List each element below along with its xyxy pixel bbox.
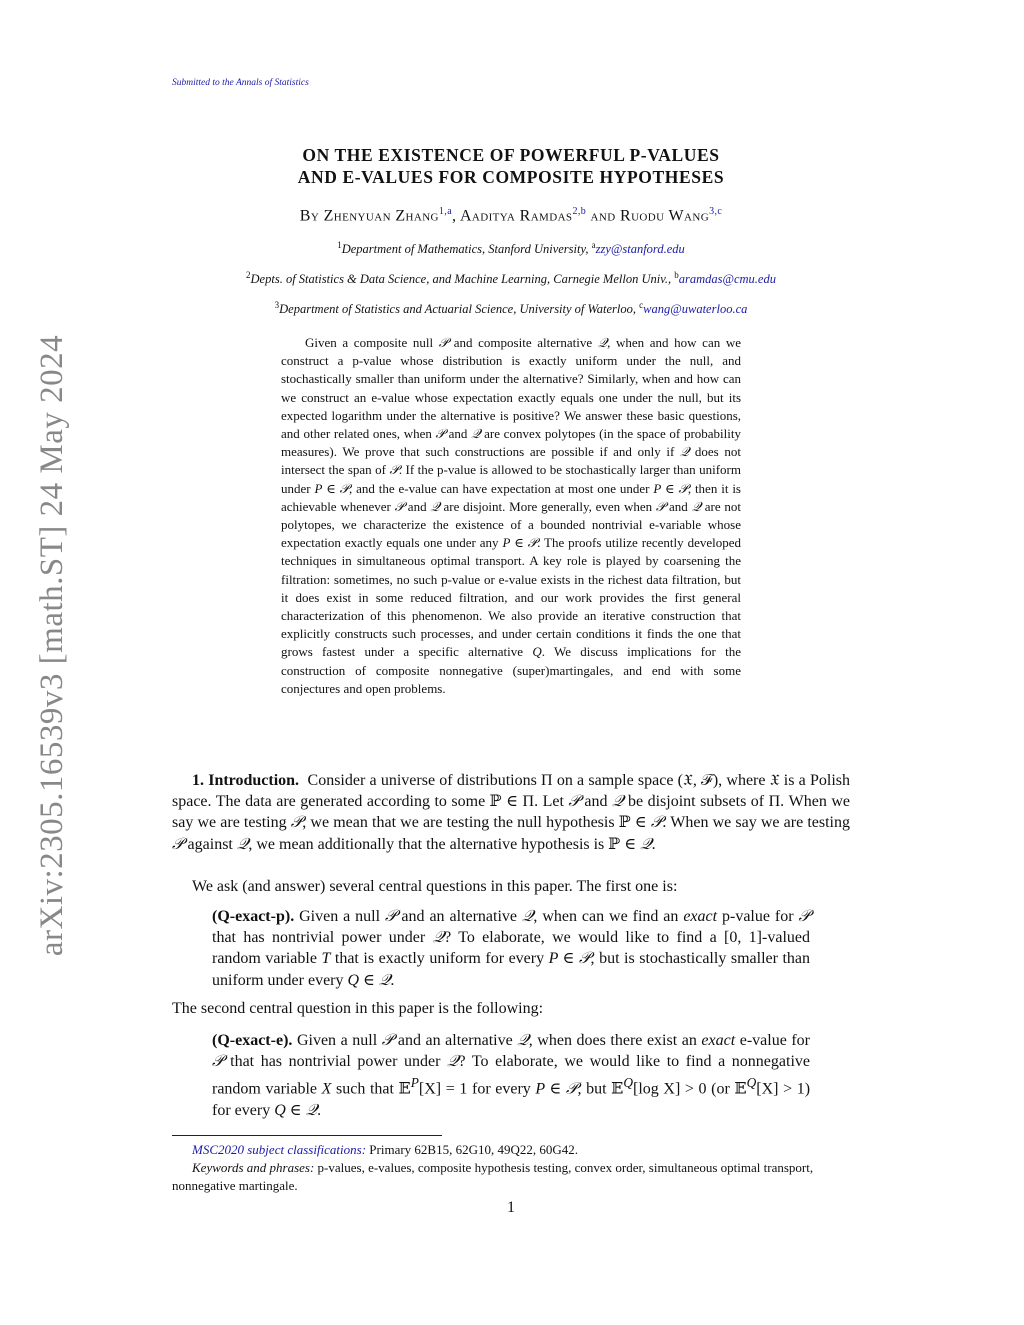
submitted-header[interactable]: Submitted to the Annals of Statistics bbox=[172, 78, 309, 88]
arxiv-sidebar-stamp bbox=[34, 330, 71, 960]
footnote-msc bbox=[172, 1141, 850, 1159]
footnote-keywords bbox=[172, 1159, 850, 1195]
affiliation-text: Depts. of Statistics & Data Science, and Machine Learning, Carnegie Mellon Univ., bbox=[250, 272, 675, 287]
author-list bbox=[172, 206, 850, 225]
msc-link[interactable]: MSC2020 subject classifications: bbox=[192, 1142, 367, 1157]
keywords-text: p-values, e-values, composite hypothesis testing, convex order, simultaneous optimal transport, nonnegative martingale. bbox=[172, 1160, 814, 1193]
author-zhang: Zhenyuan Zhang bbox=[323, 207, 439, 225]
question-label: (Q-exact-p). bbox=[212, 908, 295, 925]
keywords-label: Keywords and phrases: bbox=[192, 1160, 315, 1175]
msc-text: Primary 62B15, 62G10, 49Q22, 60G42. bbox=[366, 1142, 579, 1157]
section-heading: 1. Introduction. bbox=[192, 772, 300, 789]
email-mark: a bbox=[591, 240, 596, 250]
page-number: 1 bbox=[507, 1199, 515, 1216]
affiliation-3 bbox=[172, 300, 850, 317]
affiliation-2 bbox=[172, 270, 850, 287]
arxiv-id: arXiv:2305.16539v3 [math.ST] 24 May 2024 bbox=[34, 334, 71, 956]
abstract: Given a composite null 𝒫 and composite alternative 𝒬, when and how can we construct a p-value whose distribution is exactly uniform under the null, and stochastically smaller than uniform under the alternative? Similarly, when and how can we construct an e-value whose expectation exactly equals one under the null, but its expected logarithm under the alternative is positive? We answer these basic questions, and other related ones, when 𝒫 and 𝒬 are convex polytopes (in the space of probability measures). We prove that such constructions are possible if and only if 𝒬 does not intersect the span of 𝒫. If the p-value is allowed to be stochastically larger than uniform under P ∈ 𝒫, and the e-value can have expectation at most one under P ∈ 𝒫, then it is achievable whenever 𝒫 and 𝒬 are disjoint. More generally, even when 𝒫 and 𝒬 are not polytopes, we characterize the existence of a bounded nontrivial e-variable whose expectation exactly equals one under any P ∈ 𝒫. The proofs utilize recently developed techniques in simultaneous optimal transport. A key role is played by coarsening the filtration: sometimes, no such p-value or e-value exists in the richest data filtration, but it does exist in some reduced filtration, and our work provides the first general characterization of this phenomenon. We also provide an iterative construction that explicitly constructs such processes, and under certain conditions it finds the one that grows fastest under a specific alternative Q. We discuss implications for the construction of composite nonnegative (super)martingales, and end with some conjectures and open problems. bbox=[281, 335, 742, 696]
author-zhang-mark[interactable]: 1,a bbox=[438, 206, 453, 217]
author-wang-mark[interactable]: 3,c bbox=[709, 206, 723, 217]
email-mark: c bbox=[639, 300, 644, 310]
author-wang: Ruodu Wang bbox=[620, 207, 710, 225]
intro-paragraph-2: We ask (and answer) several central questions in this paper. The first one is: bbox=[192, 878, 678, 895]
paper-title bbox=[172, 144, 850, 188]
question-exact-p: (Q-exact-p). Given a null 𝒫 and an alternative 𝒬, when can we find an exact p-value for 𝒫 that has nontrivial power under 𝒬? To elaborate, we would like to find a [0, 1]-valued random variable T that is exactly uniform for every P ∈ 𝒫, but is stochastically smaller than uniform under every Q ∈ 𝒬. bbox=[212, 908, 811, 989]
email-link[interactable]: wang@uwaterloo.ca bbox=[643, 302, 748, 317]
author-separator: , bbox=[452, 207, 460, 225]
email-link[interactable]: aramdas@cmu.edu bbox=[678, 272, 776, 287]
intro-paragraph-3: The second central question in this paper is the following: bbox=[172, 1000, 544, 1017]
question-exact-e: (Q-exact-e). Given a null 𝒫 and an alternative 𝒬, when does there exist an exact e-value for 𝒫 that has nontrivial power under 𝒬? To elaborate, we would like to find a nonnegative random variable X such that 𝔼$^P$[X] = 1 for every P ∈ 𝒫, but 𝔼$^Q$[log X] > 0 (or 𝔼$^Q$[X] > 1) for every Q ∈ 𝒬. bbox=[212, 1032, 811, 1119]
footnote-divider bbox=[172, 1135, 442, 1136]
affiliation-text: Department of Statistics and Actuarial Science, University of Waterloo, bbox=[279, 302, 640, 317]
affiliation-1 bbox=[172, 240, 850, 257]
affiliation-text: Department of Mathematics, Stanford University, bbox=[341, 242, 592, 257]
affiliation-number: 3 bbox=[274, 300, 280, 310]
title-line-1: ON THE EXISTENCE OF POWERFUL P-VALUES bbox=[302, 145, 720, 165]
email-mark: b bbox=[674, 270, 679, 280]
author-ramdas: Aaditya Ramdas bbox=[459, 207, 573, 225]
author-separator: and bbox=[586, 207, 620, 225]
by-label: By bbox=[299, 207, 324, 225]
author-ramdas-mark[interactable]: 2,b bbox=[572, 206, 587, 217]
question-label: (Q-exact-e). bbox=[212, 1032, 293, 1049]
title-line-2: AND E-VALUES FOR COMPOSITE HYPOTHESES bbox=[297, 167, 725, 187]
affiliation-number: 1 bbox=[337, 240, 342, 250]
affiliation-number: 2 bbox=[246, 270, 251, 280]
intro-paragraph-1: 1. Introduction. Consider a universe of distributions Π on a sample space (𝔛, ℱ), where 𝔛 is a Polish space. The data are generated according to some ℙ ∈ Π. Let 𝒫 and 𝒬 be disjoint subsets of Π. When we say we are testing 𝒫, we mean that we are testing the null hypothesis ℙ ∈ 𝒫. When we say we are testing 𝒫 against 𝒬, we mean additionally that the alternative hypothesis is ℙ ∈ 𝒬. bbox=[172, 772, 851, 853]
email-link[interactable]: zzy@stanford.edu bbox=[595, 242, 685, 257]
